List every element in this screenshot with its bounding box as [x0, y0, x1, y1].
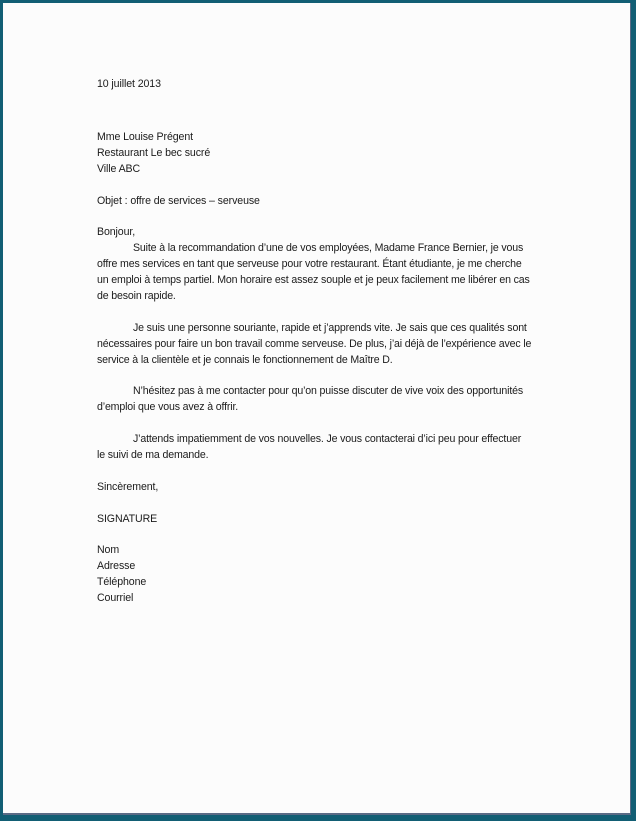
sender-address: Adresse: [97, 560, 136, 572]
paragraph-line: de besoin rapide.: [97, 290, 176, 302]
sender-name: Nom: [97, 544, 120, 556]
paragraph-4: [97, 431, 550, 463]
paragraph-line: nécessaires pour faire un bon travail comme serveuse. De plus, j’ai déjà de l’expérience avec le: [97, 338, 532, 350]
paragraph-2: [97, 320, 550, 368]
paragraph-line: service à la clientèle et je connais le fonctionnement de Maître D.: [97, 354, 393, 366]
paragraph-line: N’hésitez pas à me contacter pour qu’on puisse discuter de vive voix des opportunités: [133, 385, 524, 397]
letter-greeting: Bonjour,: [97, 226, 136, 238]
letter-subject: Objet : offre de services – serveuse: [97, 195, 260, 207]
paragraph-3: [97, 383, 550, 415]
letter-date: 10 juillet 2013: [97, 78, 161, 90]
paragraph-line: Je suis une personne souriante, rapide et j’apprends vite. Je sais que ces qualités sont: [133, 322, 527, 334]
letter-closing: Sincèrement,: [97, 481, 159, 493]
recipient-company: Restaurant Le bec sucré: [97, 147, 211, 159]
sender-phone: Téléphone: [97, 576, 147, 588]
paragraph-line: le suivi de ma demande.: [97, 449, 209, 461]
paragraph-line: un emploi à temps partiel. Mon horaire est assez souple et je peux facilement me libérer en cas: [97, 274, 530, 286]
paragraph-1: [97, 240, 550, 304]
letter-signature: SIGNATURE: [97, 513, 158, 525]
paragraph-line: d’emploi que vous avez à offrir.: [97, 401, 239, 413]
sender-email: Courriel: [97, 592, 134, 604]
recipient-name: Mme Louise Prégent: [97, 131, 193, 143]
letter-page: [3, 3, 631, 815]
paragraph-line: J’attends impatiemment de vos nouvelles. Je vous contacterai d’ici peu pour effectuer: [133, 433, 522, 445]
paragraph-line: offre mes services en tant que serveuse pour votre restaurant. Étant étudiante, je me cherche: [97, 258, 522, 270]
paragraph-line: Suite à la recommandation d’une de vos employées, Madame France Bernier, je vous: [133, 242, 524, 254]
recipient-city: Ville ABC: [97, 163, 141, 175]
